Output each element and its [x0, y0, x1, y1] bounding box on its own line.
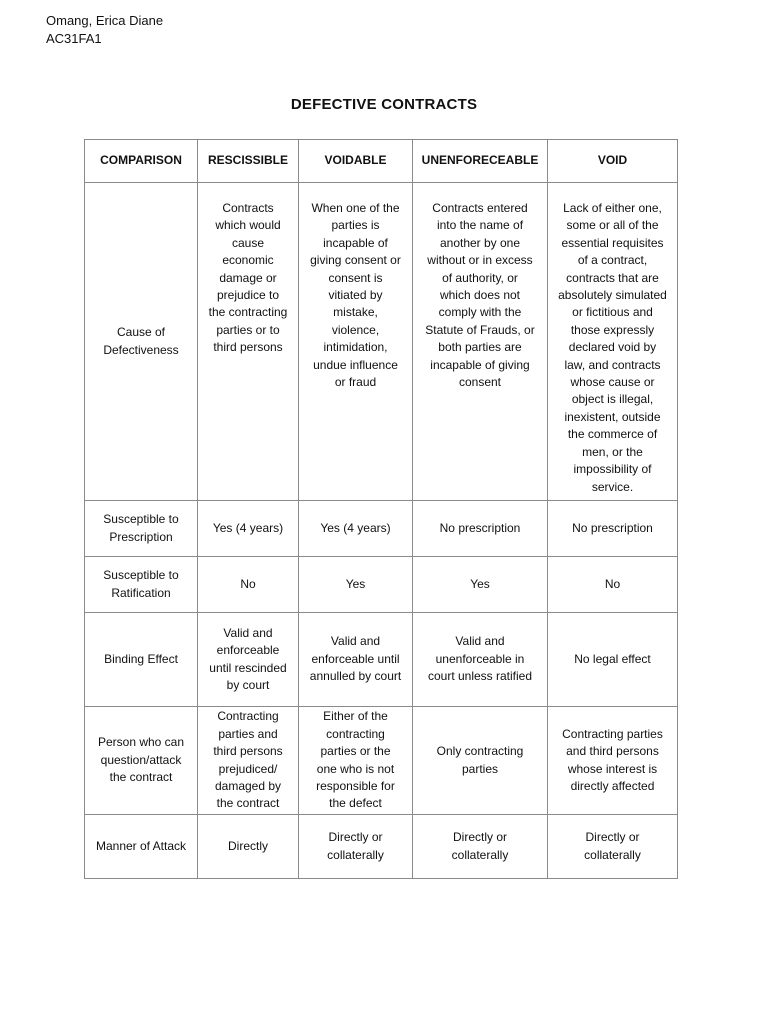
- row-label: Manner of Attack: [85, 815, 198, 879]
- voidable-cell: Valid and enforceable until annulled by court: [299, 613, 413, 707]
- column-header-comparison: COMPARISON: [85, 140, 198, 183]
- table-row: [85, 815, 678, 879]
- table-row: [85, 613, 678, 707]
- row-label: Person who can question/attack the contract: [85, 707, 198, 815]
- rescissible-cell: No: [198, 557, 299, 613]
- void-cell: No: [548, 557, 678, 613]
- row-label: Binding Effect: [85, 613, 198, 707]
- author-name: Omang, Erica Diane: [46, 13, 164, 28]
- rescissible-cell: Contracts which would cause economic damage or prejudice to the contracting parties or to third persons: [198, 183, 299, 501]
- row-label: Susceptible to Ratification: [85, 557, 198, 613]
- void-cell: Lack of either one, some or all of the essential requisites of a contract, contracts that are absolutely simulated or fictitious and those expressly declared void by law, and contracts whose cause or object is illegal, inexistent, outside the commerce of men, or the impossibility of service.: [548, 183, 678, 501]
- column-header-void: VOID: [548, 140, 678, 183]
- table-header-row: [85, 140, 678, 183]
- column-header-voidable: VOIDABLE: [299, 140, 413, 183]
- class-section: AC31FA1: [46, 31, 102, 46]
- unenforceable-cell: No prescription: [413, 501, 548, 557]
- unenforceable-cell: Directly or collaterally: [413, 815, 548, 879]
- column-header-unenforceable: UNENFORECEABLE: [413, 140, 548, 183]
- row-label: Susceptible to Prescription: [85, 501, 198, 557]
- void-cell: Contracting parties and third persons whose interest is directly affected: [548, 707, 678, 815]
- rescissible-cell: Valid and enforceable until rescinded by court: [198, 613, 299, 707]
- void-cell: No prescription: [548, 501, 678, 557]
- voidable-cell: Directly or collaterally: [299, 815, 413, 879]
- rescissible-cell: Yes (4 years): [198, 501, 299, 557]
- document-header: [46, 12, 163, 48]
- comparison-table: [84, 139, 678, 879]
- voidable-cell: Either of the contracting parties or the one who is not responsible for the defect: [299, 707, 413, 815]
- table-row: [85, 501, 678, 557]
- unenforceable-cell: Contracts entered into the name of another by one without or in excess of authority, or which does not comply with the Statute of Frauds, or both parties are incapable of giving consent: [413, 183, 548, 501]
- column-header-rescissible: RESCISSIBLE: [198, 140, 299, 183]
- voidable-cell: Yes: [299, 557, 413, 613]
- row-label: Cause of Defectiveness: [85, 183, 198, 501]
- page-title: DEFECTIVE CONTRACTS: [290, 96, 478, 113]
- rescissible-cell: Contracting parties and third persons prejudiced/ damaged by the contract: [198, 707, 299, 815]
- rescissible-cell: Directly: [198, 815, 299, 879]
- voidable-cell: When one of the parties is incapable of giving consent or consent is vitiated by mistake, violence, intimidation, undue influence or fraud: [299, 183, 413, 501]
- table-row: [85, 557, 678, 613]
- unenforceable-cell: Yes: [413, 557, 548, 613]
- void-cell: Directly or collaterally: [548, 815, 678, 879]
- unenforceable-cell: Only contracting parties: [413, 707, 548, 815]
- table-row: [85, 183, 678, 501]
- voidable-cell: Yes (4 years): [299, 501, 413, 557]
- table-row: [85, 707, 678, 815]
- unenforceable-cell: Valid and unenforceable in court unless ratified: [413, 613, 548, 707]
- void-cell: No legal effect: [548, 613, 678, 707]
